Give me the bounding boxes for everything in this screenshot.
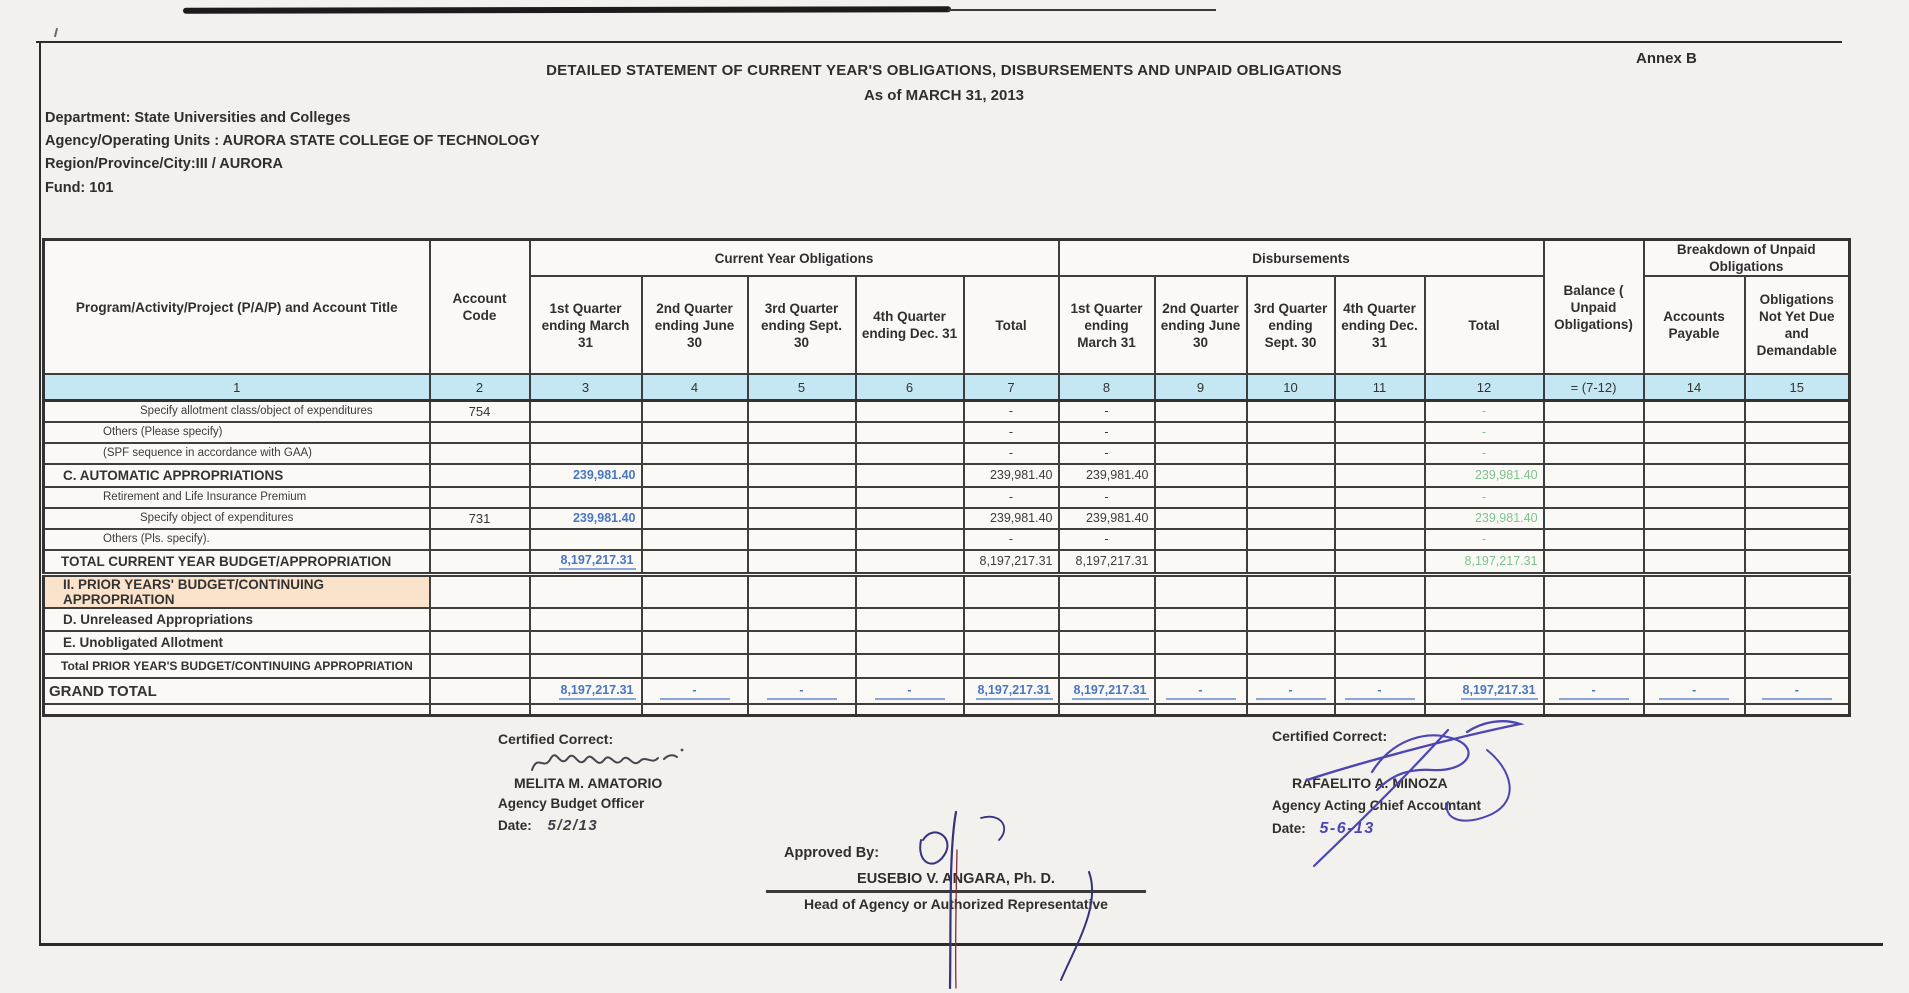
header-account-code: Account Code (430, 240, 530, 375)
document-title: DETAILED STATEMENT OF CURRENT YEAR'S OBLIGATIONS, DISBURSEMENTS AND UNPAID OBLIGATIONS (546, 62, 1342, 79)
table-row (44, 529, 1850, 550)
approved-role: Head of Agency or Authorized Representative (804, 896, 1108, 912)
table-cell-col4 (642, 529, 748, 550)
table-cell-col7: - (964, 401, 1059, 422)
table-cell-col3 (530, 422, 642, 443)
table-cell-col4 (642, 550, 748, 575)
table-cell-col11: - (1335, 678, 1425, 704)
obligations-table (42, 238, 1851, 717)
table-cell-col9 (1155, 654, 1247, 678)
header-disb-q1: 1st Quarter ending March 31 (1059, 276, 1155, 374)
certified-right-label: Certified Correct: (1272, 728, 1388, 744)
table-cell-col4 (642, 508, 748, 529)
table-cell-col5 (748, 508, 856, 529)
certified-right-name: RAFAELITO A. MINOZA (1292, 775, 1448, 791)
table-cell-col2 (430, 704, 530, 715)
table-cell-col12 (1425, 704, 1544, 715)
table-cell-col2 (430, 550, 530, 575)
table-cell-col7 (964, 575, 1059, 609)
table-cell-col8: - (1059, 422, 1155, 443)
table-cell-col3 (530, 401, 642, 422)
table-cell-col3 (530, 654, 642, 678)
annex-label: Annex B (1636, 50, 1697, 67)
table-cell-col13: - (1544, 678, 1644, 704)
table-cell-col10 (1247, 654, 1335, 678)
page-border-left (39, 41, 41, 945)
table-row (44, 464, 1850, 487)
table-cell-col15 (1745, 550, 1850, 575)
table-cell-col8: 239,981.40 (1059, 464, 1155, 487)
table-cell-col7: - (964, 443, 1059, 464)
header-disb-q2: 2nd Quarter ending June 30 (1155, 276, 1247, 374)
table-cell-col15 (1745, 422, 1850, 443)
table-cell-col6 (856, 487, 964, 508)
page-border-top (36, 41, 1842, 43)
row-label: (SPF sequence in accordance with GAA) (44, 443, 430, 464)
table-cell-col7: - (964, 529, 1059, 550)
table-cell-col12: - (1425, 443, 1544, 464)
table-cell-col5 (748, 529, 856, 550)
signature-melita-amatorio (526, 745, 696, 779)
table-row (44, 678, 1850, 704)
table-cell-col12 (1425, 608, 1544, 631)
header-cyo-q4: 4th Quarter ending Dec. 31 (856, 276, 964, 374)
table-cell-col10: - (1247, 678, 1335, 704)
table-cell-col9 (1155, 443, 1247, 464)
table-cell-col4 (642, 575, 748, 609)
table-row (44, 704, 1850, 715)
table-cell-col6 (856, 422, 964, 443)
table-cell-col2: 754 (430, 401, 530, 422)
table-cell-col14 (1644, 654, 1745, 678)
table-cell-col11 (1335, 608, 1425, 631)
table-cell-col6 (856, 654, 964, 678)
table-cell-col2 (430, 529, 530, 550)
colnum-10: 10 (1247, 374, 1335, 401)
table-cell-col5 (748, 422, 856, 443)
header-disb-total: Total (1425, 276, 1544, 374)
certified-left-role: Agency Budget Officer (498, 796, 645, 811)
table-cell-col9 (1155, 508, 1247, 529)
table-cell-col14 (1644, 443, 1745, 464)
table-cell-col6 (856, 508, 964, 529)
table-cell-col11 (1335, 654, 1425, 678)
colnum-7: 7 (964, 374, 1059, 401)
table-cell-col14 (1644, 550, 1745, 575)
table-cell-col5 (748, 443, 856, 464)
table-cell-col13 (1544, 550, 1644, 575)
table-cell-col12: 8,197,217.31 (1425, 550, 1544, 575)
table-cell-col3 (530, 704, 642, 715)
table-cell-col10 (1247, 443, 1335, 464)
scan-artifact-streak (183, 6, 951, 14)
table-cell-col2 (430, 631, 530, 654)
table-cell-col11 (1335, 508, 1425, 529)
table-cell-col3: 239,981.40 (530, 508, 642, 529)
certified-right-date (1272, 820, 1375, 838)
table-cell-col9 (1155, 487, 1247, 508)
table-cell-col8: 8,197,217.31 (1059, 678, 1155, 704)
table-cell-col12: 8,197,217.31 (1425, 678, 1544, 704)
table-cell-col14 (1644, 529, 1745, 550)
table-cell-col12 (1425, 575, 1544, 609)
table-cell-col7: 8,197,217.31 (964, 678, 1059, 704)
approved-label: Approved By: (784, 845, 880, 861)
table-cell-col7 (964, 654, 1059, 678)
table-cell-col13 (1544, 654, 1644, 678)
table-cell-col2 (430, 575, 530, 609)
table-cell-col6 (856, 704, 964, 715)
table-cell-col4 (642, 422, 748, 443)
header-group-disbursements: Disbursements (1059, 240, 1544, 277)
table-cell-col9 (1155, 550, 1247, 575)
scan-artifact-streak (948, 9, 1216, 11)
table-cell-col11 (1335, 529, 1425, 550)
table-cell-col8 (1059, 704, 1155, 715)
table-cell-col8: - (1059, 487, 1155, 508)
table-cell-col15 (1745, 608, 1850, 631)
table-cell-col6 (856, 550, 964, 575)
table-row (44, 654, 1850, 678)
table-cell-col15 (1745, 487, 1850, 508)
table-cell-col11 (1335, 487, 1425, 508)
colnum-5: 5 (748, 374, 856, 401)
table-cell-col4 (642, 443, 748, 464)
table-cell-col9 (1155, 529, 1247, 550)
table-cell-col12 (1425, 631, 1544, 654)
table-cell-col15 (1745, 575, 1850, 609)
certified-correct-right-block (1272, 728, 1602, 837)
table-cell-col3 (530, 529, 642, 550)
table-cell-col13 (1544, 422, 1644, 443)
table-cell-col9 (1155, 464, 1247, 487)
table-cell-col6 (856, 631, 964, 654)
colnum-13: = (7-12) (1544, 374, 1644, 401)
table-row (44, 422, 1850, 443)
table-cell-col12: - (1425, 422, 1544, 443)
header-cyo-q2: 2nd Quarter ending June 30 (642, 276, 748, 374)
meta-fund: Fund: 101 (45, 180, 114, 196)
table-cell-col4: - (642, 678, 748, 704)
header-group-breakdown-unpaid: Breakdown of Unpaid Obligations (1644, 240, 1850, 277)
table-cell-col7 (964, 608, 1059, 631)
colnum-15: 15 (1745, 374, 1850, 401)
table-row (44, 443, 1850, 464)
table-cell-col5 (748, 654, 856, 678)
table-row (44, 487, 1850, 508)
header-disb-q4: 4th Quarter ending Dec. 31 (1335, 276, 1425, 374)
meta-region: Region/Province/City:III / AURORA (45, 156, 283, 172)
table-cell-col8: 239,981.40 (1059, 508, 1155, 529)
table-cell-col15 (1745, 631, 1850, 654)
table-cell-col4 (642, 654, 748, 678)
certified-left-date-label: Date: (498, 818, 532, 833)
table-cell-col6 (856, 608, 964, 631)
table-cell-col2 (430, 678, 530, 704)
table-cell-col4 (642, 608, 748, 631)
table-cell-col9: - (1155, 678, 1247, 704)
table-cell-col6: - (856, 678, 964, 704)
table-cell-col11 (1335, 401, 1425, 422)
approved-by-block (766, 845, 1146, 912)
table-row (44, 508, 1850, 529)
certified-left-date-value: 5/2/13 (547, 817, 599, 834)
table-cell-col10 (1247, 487, 1335, 508)
certified-correct-left-block (498, 731, 828, 834)
table-cell-col13 (1544, 704, 1644, 715)
table-cell-col6 (856, 529, 964, 550)
table-cell-col6 (856, 401, 964, 422)
header-disb-q3: 3rd Quarter ending Sept. 30 (1247, 276, 1335, 374)
colnum-9: 9 (1155, 374, 1247, 401)
certified-right-role: Agency Acting Chief Accountant (1272, 798, 1482, 813)
table-cell-col9 (1155, 608, 1247, 631)
table-body (44, 401, 1850, 716)
certified-right-date-label: Date: (1272, 821, 1306, 836)
header-group-current-year-obligations: Current Year Obligations (530, 240, 1059, 277)
header-balance: Balance ( Unpaid Obligations) (1544, 240, 1644, 375)
table-cell-col3: 239,981.40 (530, 464, 642, 487)
table-cell-col13 (1544, 508, 1644, 529)
table-cell-col14 (1644, 487, 1745, 508)
table-cell-col2 (430, 654, 530, 678)
meta-agency: Agency/Operating Units : AURORA STATE COLLEGE OF TECHNOLOGY (45, 133, 540, 149)
table-cell-col6 (856, 443, 964, 464)
column-number-row (44, 374, 1850, 401)
scan-artifact-mark (54, 28, 58, 37)
table-cell-col3 (530, 487, 642, 508)
table-cell-col14 (1644, 575, 1745, 609)
row-label: Others (Please specify) (44, 422, 430, 443)
table-cell-col5 (748, 401, 856, 422)
table-cell-col5: - (748, 678, 856, 704)
table-row (44, 608, 1850, 631)
table-cell-col10 (1247, 529, 1335, 550)
colnum-12: 12 (1425, 374, 1544, 401)
table-cell-col7: - (964, 487, 1059, 508)
table-cell-col9 (1155, 704, 1247, 715)
table-cell-col9 (1155, 422, 1247, 443)
table-cell-col3 (530, 443, 642, 464)
table-cell-col10 (1247, 422, 1335, 443)
table-cell-col8 (1059, 608, 1155, 631)
table-cell-col9 (1155, 401, 1247, 422)
table-cell-col10 (1247, 508, 1335, 529)
table-cell-col12: 239,981.40 (1425, 508, 1544, 529)
table-row (44, 550, 1850, 575)
table-cell-col12: - (1425, 401, 1544, 422)
table-cell-col13 (1544, 631, 1644, 654)
header-obligations-not-yet-due: Obligations Not Yet Due and Demandable (1745, 276, 1850, 374)
table-cell-col11 (1335, 575, 1425, 609)
row-label: E. Unobligated Allotment (44, 631, 430, 654)
table-cell-col11 (1335, 631, 1425, 654)
table-cell-col11 (1335, 464, 1425, 487)
table-cell-col11 (1335, 550, 1425, 575)
table-cell-col5 (748, 608, 856, 631)
colnum-8: 8 (1059, 374, 1155, 401)
colnum-4: 4 (642, 374, 748, 401)
row-label: TOTAL CURRENT YEAR BUDGET/APPROPRIATION (44, 550, 430, 575)
table-cell-col13 (1544, 529, 1644, 550)
table-cell-col8 (1059, 575, 1155, 609)
row-label: Specify object of expenditures (44, 508, 430, 529)
table-cell-col13 (1544, 443, 1644, 464)
colnum-6: 6 (856, 374, 964, 401)
table-row (44, 401, 1850, 422)
table-cell-col2 (430, 487, 530, 508)
table-row (44, 575, 1850, 609)
table-cell-col15: - (1745, 678, 1850, 704)
table-cell-col13 (1544, 487, 1644, 508)
table-cell-col2 (430, 422, 530, 443)
header-accounts-payable: Accounts Payable (1644, 276, 1745, 374)
header-program-title: Program/Activity/Project (P/A/P) and Account Title (44, 240, 430, 375)
row-label: D. Unreleased Appropriations (44, 608, 430, 631)
table-cell-col10 (1247, 464, 1335, 487)
table-cell-col15 (1745, 654, 1850, 678)
table-cell-col7 (964, 704, 1059, 715)
row-label: Total PRIOR YEAR'S BUDGET/CONTINUING APPROPRIATION (44, 654, 430, 678)
table-cell-col4 (642, 631, 748, 654)
meta-department: Department: State Universities and Colleges (45, 110, 351, 126)
table-cell-col11 (1335, 443, 1425, 464)
table-row (44, 631, 1850, 654)
table-cell-col14: - (1644, 678, 1745, 704)
table-cell-col15 (1745, 464, 1850, 487)
table-cell-col4 (642, 487, 748, 508)
table-cell-col15 (1745, 401, 1850, 422)
table-cell-col7: 8,197,217.31 (964, 550, 1059, 575)
table-cell-col8: - (1059, 401, 1155, 422)
table-cell-col11 (1335, 422, 1425, 443)
table-cell-col2: 731 (430, 508, 530, 529)
table-cell-col4 (642, 704, 748, 715)
table-cell-col11 (1335, 704, 1425, 715)
table-cell-col6 (856, 575, 964, 609)
table-cell-col2 (430, 443, 530, 464)
table-cell-col5 (748, 575, 856, 609)
table-cell-col6 (856, 464, 964, 487)
row-label: C. AUTOMATIC APPROPRIATIONS (44, 464, 430, 487)
document-subtitle: As of MARCH 31, 2013 (863, 87, 1025, 104)
table-cell-col8: 8,197,217.31 (1059, 550, 1155, 575)
row-label: Others (Pls. specify). (44, 529, 430, 550)
table-cell-col5 (748, 550, 856, 575)
table-cell-col14 (1644, 401, 1745, 422)
table-cell-col10 (1247, 631, 1335, 654)
table-cell-col9 (1155, 575, 1247, 609)
certified-right-date-value: 5-6-13 (1319, 820, 1375, 837)
table-cell-col15 (1745, 508, 1850, 529)
table-cell-col13 (1544, 464, 1644, 487)
table-cell-col2 (430, 608, 530, 631)
certified-left-label: Certified Correct: (498, 731, 614, 747)
colnum-2: 2 (430, 374, 530, 401)
table-cell-col8: - (1059, 443, 1155, 464)
table-cell-col3: 8,197,217.31 (530, 550, 642, 575)
table-cell-col14 (1644, 508, 1745, 529)
table-cell-col5 (748, 704, 856, 715)
row-label: GRAND TOTAL (44, 678, 430, 704)
table-cell-col3: 8,197,217.31 (530, 678, 642, 704)
table-cell-col10 (1247, 704, 1335, 715)
table-cell-col14 (1644, 464, 1745, 487)
row-label: Retirement and Life Insurance Premium (44, 487, 430, 508)
table-cell-col8: - (1059, 529, 1155, 550)
header-cyo-q1: 1st Quarter ending March 31 (530, 276, 642, 374)
row-label: Specify allotment class/object of expenditures (44, 401, 430, 422)
table-cell-col14 (1644, 631, 1745, 654)
table-cell-col9 (1155, 631, 1247, 654)
table-cell-col7: 239,981.40 (964, 508, 1059, 529)
certified-left-name: MELITA M. AMATORIO (514, 775, 663, 791)
document-meta (45, 107, 540, 200)
header-cyo-q3: 3rd Quarter ending Sept. 30 (748, 276, 856, 374)
table-cell-col12: - (1425, 487, 1544, 508)
table-cell-col5 (748, 631, 856, 654)
table-cell-col12: 239,981.40 (1425, 464, 1544, 487)
header-cyo-total: Total (964, 276, 1059, 374)
colnum-11: 11 (1335, 374, 1425, 401)
table-cell-col7: - (964, 422, 1059, 443)
table-cell-col5 (748, 464, 856, 487)
table-cell-col3 (530, 608, 642, 631)
table-cell-col8 (1059, 631, 1155, 654)
table-cell-col12 (1425, 654, 1544, 678)
certified-left-date (498, 817, 598, 834)
colnum-14: 14 (1644, 374, 1745, 401)
table-cell-col14 (1644, 422, 1745, 443)
table-cell-col13 (1544, 608, 1644, 631)
table-cell-col4 (642, 464, 748, 487)
table-cell-col15 (1745, 529, 1850, 550)
table-cell-col10 (1247, 575, 1335, 609)
colnum-3: 3 (530, 374, 642, 401)
table-cell-col14 (1644, 704, 1745, 715)
table-cell-col8 (1059, 654, 1155, 678)
table-cell-col4 (642, 401, 748, 422)
table-cell-col13 (1544, 575, 1644, 609)
table-cell-col14 (1644, 608, 1745, 631)
table-cell-col3 (530, 575, 642, 609)
row-label (44, 704, 430, 715)
table-cell-col13 (1544, 401, 1644, 422)
page-border-bottom (39, 943, 1883, 946)
colnum-1: 1 (44, 374, 430, 401)
table-cell-col2 (430, 464, 530, 487)
table-cell-col10 (1247, 608, 1335, 631)
approved-name: EUSEBIO V. ANGARA, Ph. D. (766, 871, 1146, 893)
table-cell-col5 (748, 487, 856, 508)
table-cell-col7: 239,981.40 (964, 464, 1059, 487)
table-cell-col7 (964, 631, 1059, 654)
table-cell-col15 (1745, 704, 1850, 715)
table-cell-col10 (1247, 550, 1335, 575)
table-cell-col12: - (1425, 529, 1544, 550)
table-cell-col10 (1247, 401, 1335, 422)
table-cell-col15 (1745, 443, 1850, 464)
table-cell-col3 (530, 631, 642, 654)
row-label: II. PRIOR YEARS' BUDGET/CONTINUING APPROPRIATION (44, 575, 430, 609)
